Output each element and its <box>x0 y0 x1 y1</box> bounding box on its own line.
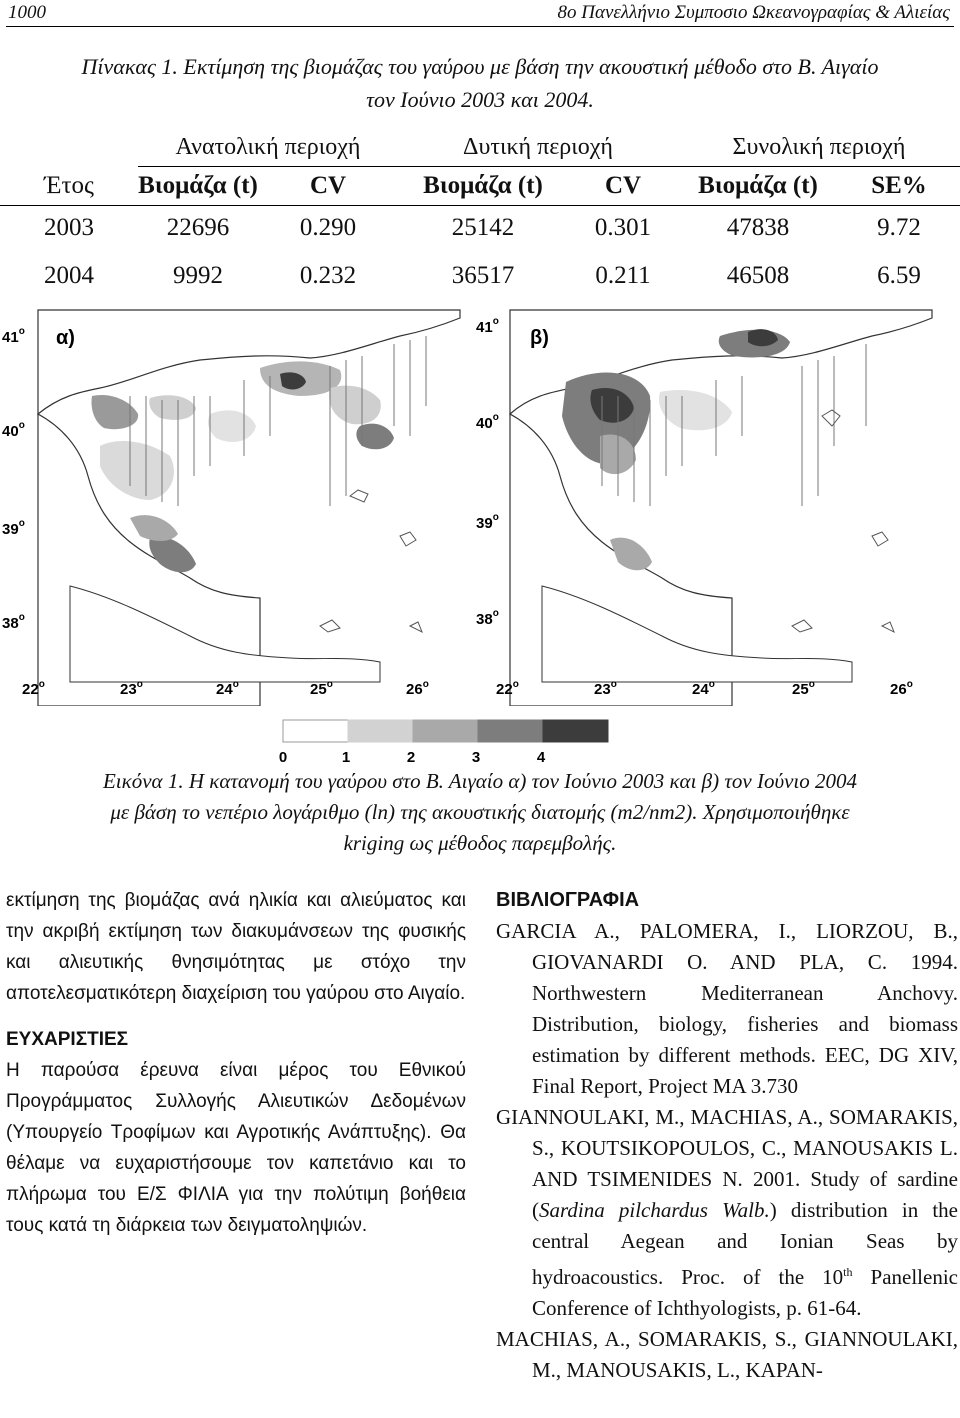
svg-text:40o: 40$^o$ <box>2 420 25 440</box>
legend-label: 0 <box>278 749 288 766</box>
color-legend <box>0 716 960 766</box>
table-cell: 22696 <box>166 214 230 241</box>
reference-item: MACHIAS, A., SOMARAKIS, S., GIANNOULAKI, M., MANOUSAKIS, L., KAPAN- <box>496 1327 958 1382</box>
acknowledgements-title: ΕΥΧΑΡΙΣΤΙΕΣ <box>6 1029 129 1050</box>
map-a-patch <box>92 395 139 429</box>
svg-text:25o: 25$^o$ <box>310 679 333 698</box>
table-cell: 2004 <box>44 262 94 289</box>
legend-swatch <box>478 720 543 742</box>
svg-text:22o: 22$^o$ <box>22 679 45 698</box>
table-cell: 0.211 <box>595 262 651 289</box>
legend-label: 1 <box>341 749 351 766</box>
header-biomass-total: Βιομάζα (t) <box>678 167 838 206</box>
svg-text:38o: 38$^o$ <box>476 608 499 628</box>
figure-caption-line-1: Εικόνα 1. Η κατανομή του γαύρου στο Β. Αιγαίο α) τον Ιούνιο 2003 και β) τον Ιούνιο 2004 <box>102 769 857 793</box>
panel-b-label: β) <box>530 327 549 349</box>
table-cell: 47838 <box>726 214 790 241</box>
map-a-patch <box>149 395 196 420</box>
panel-a-label: α) <box>56 327 75 349</box>
header-biomass-east: Βιομάζα (t) <box>138 167 258 206</box>
svg-text:26o: 26$^o$ <box>890 679 913 698</box>
legend-swatch <box>543 720 608 742</box>
table-cell: 6.59 <box>877 262 921 289</box>
reference-item: GIANNOULAKI, M., MACHIAS, A., SOMARAKIS, S., KOUTSIKOPOULOS, C., MANOUSAKIS L. AND TSIMENIDES N. 2001. Study of sardine (Sardina pilchardus Walb.) distribution in the central Aegean and Ionian Seas by hydroacoustics. Proc. of the 10th Panellenic Conference of Ichthyologists, p. 61-64. <box>496 1105 958 1320</box>
header-se: SE% <box>838 167 960 206</box>
table-cell: 9992 <box>173 262 223 289</box>
map-panel-a <box>38 310 460 706</box>
svg-text:41o: 41$^o$ <box>2 326 25 346</box>
map-panel-b <box>510 310 932 706</box>
header-cv-east: CV <box>258 167 398 206</box>
region-total: Συνολική περιοχή <box>678 128 960 167</box>
table-cell: 0.290 <box>299 214 357 241</box>
header-biomass-west: Βιομάζα (t) <box>398 167 568 206</box>
svg-text:40o: 40$^o$ <box>476 412 499 432</box>
table-cell: 2003 <box>44 214 94 241</box>
map-a-islands <box>320 490 422 632</box>
figure-caption <box>0 766 960 859</box>
table-caption <box>0 50 960 116</box>
legend-swatches <box>283 720 608 742</box>
svg-text:38o: 38$^o$ <box>2 612 25 632</box>
page-header <box>8 2 950 26</box>
region-east: Ανατολική περιοχή <box>138 128 398 167</box>
table-cell: 36517 <box>451 262 515 289</box>
map-a-patch <box>208 410 256 442</box>
legend-swatch <box>283 720 348 742</box>
conference-title: 8ο Πανελλήνιο Συμποσιο Ωκεανογραφίας & Αλιείας <box>557 2 950 23</box>
left-column <box>6 885 466 1241</box>
table-cell: 9.72 <box>877 214 921 241</box>
header-cv-west: CV <box>568 167 678 206</box>
table-cell: 25142 <box>451 214 515 241</box>
svg-text:24o: 24$^o$ <box>692 679 715 698</box>
map-a-patch <box>329 386 381 425</box>
svg-text:23o: 23$^o$ <box>594 679 617 698</box>
header-rule <box>6 26 954 27</box>
table-caption-line-2: τον Ιούνιο 2003 και 2004. <box>366 87 594 112</box>
svg-text:39o: 39$^o$ <box>2 518 25 538</box>
references-title: ΒΙΒΛΙΟΓΡΑΦΙΑ <box>496 889 640 911</box>
svg-text:24o: 24$^o$ <box>216 679 239 698</box>
legend-swatch <box>413 720 478 742</box>
distribution-maps <box>0 296 960 706</box>
table-row <box>0 206 960 251</box>
table-region-row <box>0 128 960 167</box>
figure-caption-line-2: με βάση το νεπέριο λογάριθμο (ln) της ακουστικής διατομής (m2/nm2). Χρησιμοποιήθηκε <box>110 800 850 824</box>
acknowledgements-text: Η παρούσα έρευνα είναι μέρος του Εθνικού Προγράμματος Συλλογής Αλιευτικών Δεδομένων (Υπουργείο Τροφίμων και Αγροτικής Ανάπτυξης). Θα θέλαμε να ευχαριστήσουμε τον καπετάνιο και το πλήρωμα του Ε/Σ ΦΙΛΙΑ για την πολύτιμη βοήθεια τους κατά τη διάρκεια των δειγματοληψιών. <box>6 1060 466 1236</box>
svg-text:26o: 26$^o$ <box>406 679 429 698</box>
svg-text:22o: 22$^o$ <box>496 679 519 698</box>
region-west: Δυτική περιοχή <box>398 128 678 167</box>
map-a-patch <box>100 441 174 500</box>
reference-item: GARCIA A., PALOMERA, I., LIORZOU, B., GIOVANARDI O. AND PLA, C. 1994. Northwestern Mediterranean Anchovy. Distribution, biology, fisheries and biomass estimation by different methods. EEC, DG XIV, Final Report, Project MA 3.730 <box>496 919 958 1098</box>
header-year: Έτος <box>0 167 138 206</box>
legend-label: 4 <box>536 749 546 766</box>
table-header-row <box>0 167 960 206</box>
table-caption-line-1: Πίνακας 1. Εκτίμηση της βιομάζας του γαύρου με βάση την ακουστική μέθοδο στο Β. Αιγαίο <box>81 54 879 79</box>
page-number: 1000 <box>8 2 46 23</box>
legend-label: 2 <box>406 749 416 766</box>
table-cell: 0.232 <box>299 262 357 289</box>
body-paragraph: εκτίμηση της βιομάζας ανά ηλικία και αλιεύματος και την ακριβή εκτίμηση των διακυμάνσεων της φυσικής και αλιευτικής θνησιμότητας με στόχο την αποτελεσματικότερη διαχείριση του γαύρου στο Αιγαίο. <box>6 890 466 1004</box>
table-cell: 0.301 <box>594 214 652 241</box>
legend-label: 3 <box>471 749 481 766</box>
legend-labels <box>279 749 546 766</box>
biomass-table <box>0 128 960 302</box>
figure-caption-line-3: kriging ως μέθοδος παρεμβολής. <box>343 831 617 855</box>
map-b-patch <box>659 390 732 430</box>
svg-text:41o: 41$^o$ <box>476 316 499 336</box>
svg-text:39o: 39$^o$ <box>476 512 499 532</box>
map-b-islands <box>792 410 894 632</box>
references-column <box>496 885 958 1386</box>
legend-swatch <box>348 720 413 742</box>
map-a-patch <box>130 515 178 541</box>
svg-text:23o: 23$^o$ <box>120 679 143 698</box>
table-cell: 46508 <box>726 262 790 289</box>
table-row <box>0 250 960 302</box>
svg-text:25o: 25$^o$ <box>792 679 815 698</box>
